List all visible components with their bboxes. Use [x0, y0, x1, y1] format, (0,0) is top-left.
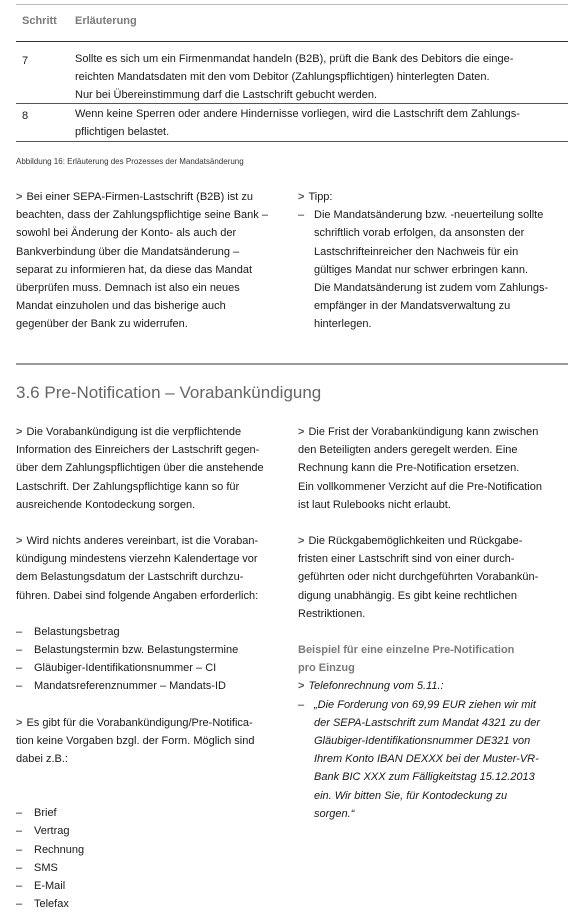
list-item: – SMS	[16, 861, 58, 874]
figure-caption: Abbildung 16: Erläuterung des Prozesses der Mandatsänderung	[16, 157, 244, 166]
table-top-rule	[16, 4, 568, 5]
table-header-step: Schritt	[22, 15, 57, 27]
arrow-marker-icon: >	[298, 535, 305, 548]
table-row-8-step: 8	[22, 110, 29, 122]
dash-marker: –	[298, 209, 305, 222]
table-row-rule	[16, 103, 568, 104]
arrow-marker-icon: >	[298, 191, 305, 203]
arrow-marker-icon: >	[298, 680, 305, 693]
table-row-8-text: Wenn keine Sperren oder andere Hindernisse vorliegen, wird die Lastschrift dem Zahlungs- pflichtigen belastet.	[75, 108, 520, 138]
table-header-rule	[16, 41, 568, 42]
table-header-explanation: Erläuterung	[75, 15, 137, 27]
left-column: > Die Vorabankündigung ist die verpflichtende Information des Einreichers der Lastschrift gegen- über dem Zahlungspflichtigen über die anstehende Lastschrift. Der Zahlungspflichtige kann so für ausreichende Kontodeckung sorgen. > Wird nichts anderes vereinbart, ist die Voraban- kündigung mindestens vierzehn Kalendertage vor dem Belastungsdatum der Lastschrift durchzu- führen. Dabei sind folgende Angaben erforderlich: – Belastungsbetrag – Belastungstermin bzw. Belastungstermine – Gläubiger-Identifikationsnummer – CI – Mandatsreferenznummer – Mandats-ID > Es gibt für die Vorabankündigung/Pre-Notifica- tion keine Vorgaben bzgl. der Form. Möglich sind dabei z.B.: – Brief – Vertrag – Rechnung – SMS – E-Mail – Telefax	[16, 423, 294, 913]
list-item: – Belastungstermin bzw. Belastungstermine	[16, 644, 239, 657]
tip-box: > Tipp: – Die Mandatsänderung bzw. -neuerteilung sollte schriftlich vorab erfolgen, da ansonsten der Lastschrifteinreicher den Nachweis für ein gültiges Mandat nur schwer erbringen kann. Die Mandatsänderung ist zudem vom Zahlungs- empfänger in der Mandatsverwaltung zu hinterlegen.	[298, 191, 549, 331]
tip-title: Tipp:	[308, 191, 333, 203]
b2b-note: > Bei einer SEPA-Firmen-Lastschrift (B2B) ist zu beachten, dass der Zahlungspflichtige seine Bank – sowohl bei Änderung der Konto- als auch der Bankverbindung über die Mandatsänderung – separat zu informieren hat, da diese das Mandat überprüfen muss. Demnach ist also ein neues Mandat einzuholen und das bisherige auch gegenüber der Bank zu widerrufen.	[16, 191, 268, 331]
arrow-marker-icon: >	[16, 191, 23, 203]
form-options-list	[16, 804, 294, 913]
table-row-7-text: Sollte es sich um ein Firmenmandat handeln (B2B), prüft die Bank des Debitors die einge- reichten Mandatsdaten mit den vom Debitor (Zahlungspflichtigen) hinterlegten Daten. Nur bei Übereinstimmung darf die Lastschrift gebucht werden.	[75, 53, 514, 101]
required-data-list	[16, 623, 294, 696]
section-divider	[16, 363, 568, 365]
arrow-marker-icon: >	[298, 426, 305, 438]
list-item: – Brief	[16, 807, 57, 820]
example-quote: – „Die Forderung von 69,99 EUR ziehen wir mit der SEPA-Lastschrift zum Mandat 4321 zu der Gläubiger-Identifikationsnummer DE321 von Ihrem Konto IBAN DEXXX bei der Muster-VR- Bank BIC XXX zum Fälligkeitstag 15.12.2013 ein. Wir bitten Sie, für Kontodeckung zu sorgen.“	[298, 698, 541, 820]
list-item: – Belastungsbetrag	[16, 625, 120, 638]
section-title: 3.6 Pre-Notification – Vorabankündigung	[16, 383, 322, 402]
list-item: – E-Mail	[16, 880, 66, 893]
list-item: – Gläubiger-Identifikationsnummer – CI	[16, 662, 217, 675]
list-item: – Rechnung	[16, 843, 85, 856]
table-bottom-rule	[16, 141, 568, 142]
arrow-marker-icon: >	[16, 426, 23, 438]
list-item: – Telefax	[16, 898, 69, 911]
list-item: – Vertrag	[16, 825, 70, 838]
list-item: – Mandatsreferenznummer – Mandats-ID	[16, 680, 226, 693]
right-column: > Die Frist der Vorabankündigung kann zwischen den Beteiligten anders geregelt werden. Eine Rechnung kann die Pre-Notification ersetzen. Ein vollkommener Verzicht auf die Pre-Notification ist laut Rulebooks nicht erlaubt. > Die Rückgabemöglichkeiten und Rückgabe- fristen einer Lastschrift sind von einer durch- geführten oder nicht durchgeführten Vorabankün- digung unabhängig. Es gibt keine rechtlichen Restriktionen. Beispiel für eine einzelne Pre-Notification pro Einzug > Telefonrechnung vom 5.11.: – „Die Forderung von 69,99 EUR ziehen wir mit der SEPA-Lastschrift zum Mandat 4321 zu der Gläubiger-Identifikationsnummer DE321 von Ihrem Konto IBAN DEXXX bei der Muster-VR- Bank BIC XXX zum Fälligkeitstag 15.12.2013 ein. Wir bitten Sie, für Kontodeckung zu sorgen.“	[298, 423, 568, 823]
table-row-7-step: 7	[22, 55, 29, 67]
example-heading: Beispiel für eine einzelne Pre-Notification	[298, 644, 515, 657]
arrow-marker-icon: >	[16, 535, 23, 548]
arrow-marker-icon: >	[16, 716, 23, 729]
